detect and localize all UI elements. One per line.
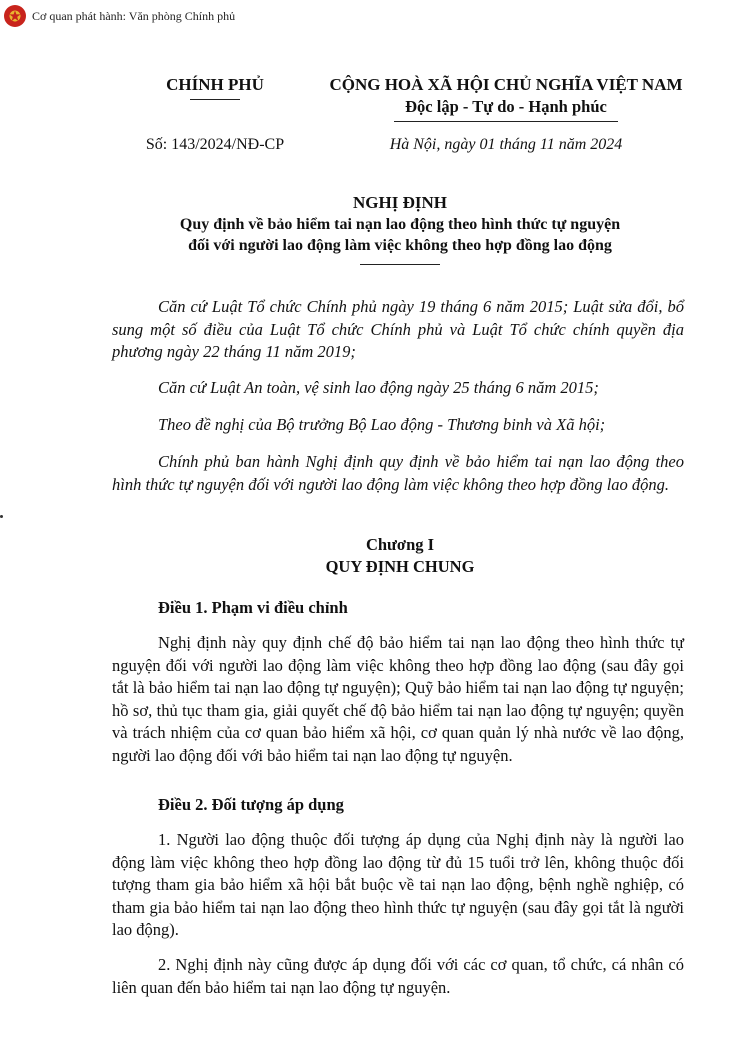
- chapter-number: Chương I: [365, 535, 435, 554]
- article-heading: Điều 2. Đối tượng áp dụng: [158, 795, 344, 814]
- decree-title-block: [100, 192, 700, 265]
- national-title: CỘNG HOÀ XÃ HỘI CHỦ NGHĨA VIỆT NAM: [329, 75, 683, 94]
- preamble-paragraph: Căn cứ Luật Tổ chức Chính phủ ngày 19 tháng 6 năm 2015; Luật sửa đổi, bổ sung một số điều của Luật Tổ chức Chính phủ và Luật Tổ chức chính quyền địa phương ngày 22 tháng 11 năm 2019;: [112, 297, 684, 361]
- place-and-date: Hà Nội, ngày 01 tháng 11 năm 2024: [389, 136, 623, 153]
- decree-subject-line-2: đối với người lao động làm việc không theo hợp đồng lao động: [188, 237, 612, 254]
- agency-underline: [190, 99, 240, 100]
- article-paragraph: Nghị định này quy định chế độ bảo hiểm tai nạn lao động theo hình thức tự nguyện đối với người lao động làm việc không theo hợp đồng lao động (sau đây gọi tắt là bảo hiểm tai nạn lao động tự nguyện); Quỹ bảo hiểm tai nạn lao động tự nguyện; hồ sơ, thủ tục tham gia, giải quyết chế độ bảo hiểm tai nạn lao động tự nguyện; quyền và trách nhiệm của cơ quan bảo hiểm xã hội, cơ quan quản lý nhà nước về lao động, người lao động đối với bảo hiểm tai nạn lao động tự nguyện.: [112, 633, 684, 765]
- national-title-block: [318, 74, 694, 122]
- article-paragraph: 2. Nghị định này cũng được áp dụng đối với các cơ quan, tổ chức, cá nhân có liên quan đến bảo hiểm tai nạn lao động tự nguyện.: [112, 955, 684, 997]
- national-motto: Độc lập - Tự do - Hạnh phúc: [405, 97, 607, 116]
- preamble-paragraph: Căn cứ Luật An toàn, vệ sinh lao động ngày 25 tháng 6 năm 2015;: [158, 378, 599, 397]
- vietnam-national-emblem-icon: [4, 5, 26, 27]
- issuing-agency-block: [126, 74, 304, 100]
- publisher-text: Cơ quan phát hành: Văn phòng Chính phủ: [32, 8, 236, 23]
- chapter-title: QUY ĐỊNH CHUNG: [325, 557, 475, 576]
- article-paragraph: 1. Người lao động thuộc đối tượng áp dụng của Nghị định này là người lao động làm việc không theo hợp đồng lao động từ đủ 15 tuổi trở lên, không thuộc đối tượng tham gia bảo hiểm xã hội bắt buộc về tai nạn lao động, bệnh nghề nghiệp, có tham gia bảo hiểm tai nạn lao động theo hình thức tự nguyện (sau đây gọi tắt là người lao động).: [112, 830, 684, 939]
- document-number: Số: 143/2024/NĐ-CP: [145, 136, 285, 153]
- title-underline: [360, 264, 440, 265]
- issuing-agency: CHÍNH PHỦ: [166, 75, 264, 94]
- motto-underline: [394, 121, 618, 122]
- document-type: NGHỊ ĐỊNH: [353, 193, 447, 212]
- chapter-heading: [100, 534, 700, 578]
- article-heading: Điều 1. Phạm vi điều chỉnh: [158, 598, 348, 617]
- preamble-paragraph: Theo đề nghị của Bộ trưởng Bộ Lao động - Thương binh và Xã hội;: [158, 415, 606, 434]
- preamble-paragraph: Chính phủ ban hành Nghị định quy định về bảo hiểm tai nạn lao động theo hình thức tự nguyện đối với người lao động làm việc không theo hợp đồng lao động.: [112, 452, 684, 494]
- publisher-bar: [4, 4, 235, 28]
- decree-subject-line-1: Quy định về bảo hiểm tai nạn lao động theo hình thức tự nguyện: [179, 216, 621, 233]
- scan-mark: [0, 515, 3, 518]
